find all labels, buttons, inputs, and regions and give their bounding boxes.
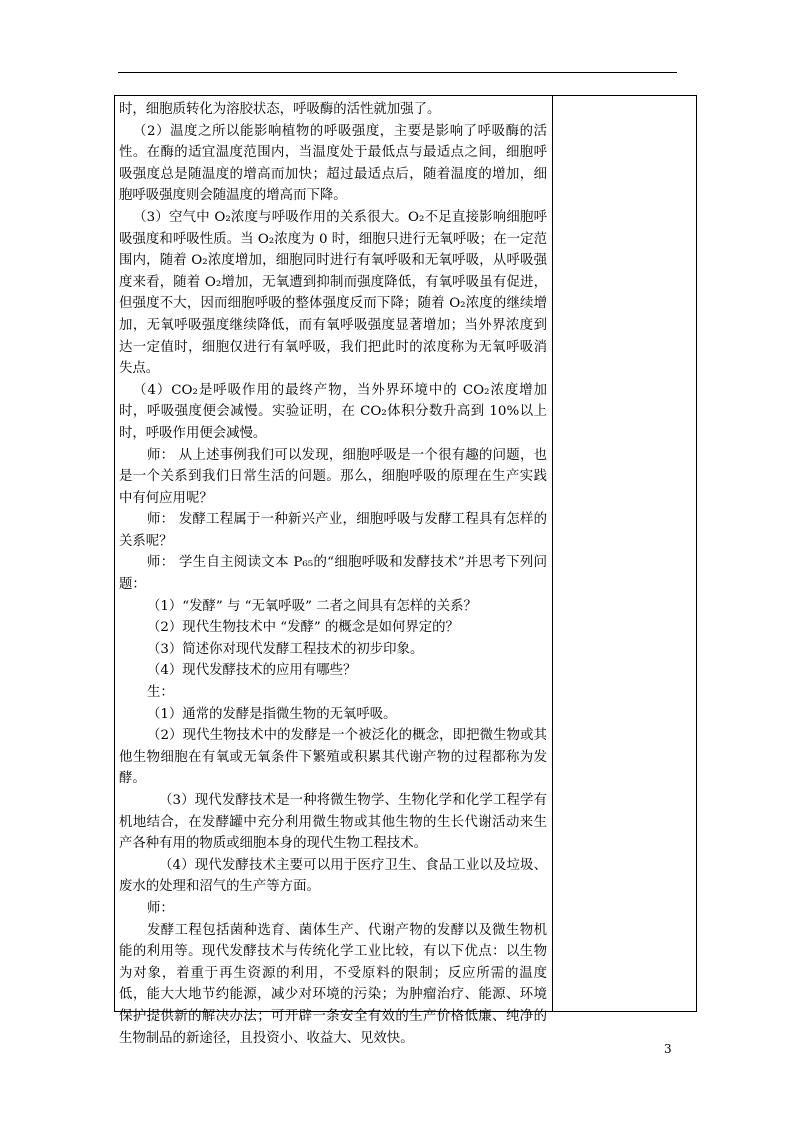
answer-item: （3）现代发酵技术是一种将微生物学、生物化学和化学工程学有机地结合，在发酵罐中充分利用微生物或其他生物的生长代谢活动来生产各种有用的物质或细胞本身的现代生物工程技术。 [119, 793, 547, 852]
speaker-label: 生： [147, 685, 174, 701]
page-number: 3 [664, 1042, 672, 1056]
paragraph: 师： 发酵工程属于一种新兴产业，细胞呼吸与发酵工程具有怎样的关系呢？ [119, 512, 547, 549]
answer-item: （2）现代生物技术中的发酵是一个被泛化的概念，即把微生物或其他生物细胞在有氧或无氧条件下繁殖或积累其代谢产物的过程都称为发酵。 [119, 728, 547, 787]
table-column-divider [552, 95, 553, 1012]
question-item: （1）“发酵” 与 “无氧呼吸” 二者之间具有怎样的关系？ [147, 598, 477, 614]
paragraph: （3）空气中 O₂浓度与呼吸作用的关系很大。O₂不足直接影响细胞呼吸强度和呼吸性质。当 O₂浓度为 0 时，细胞只进行无氧呼吸；在一定范围内，随着 O₂浓度增加，细胞同时进行有氧呼吸和无氧呼吸，从呼吸强度来看，随着 O₂增加，无氧遭到抑制而强度降低，有氧呼吸虽有促进，但强度不大，因而细胞呼吸的整体强度反而下降；随着 O₂浓度的继续增加，无氧呼吸强度继续降低，而有氧呼吸强度显著增加；当外界浓度到达一定值时，细胞仅进行有氧呼吸，我们把此时的浓度称为无氧呼吸消失点。 [119, 209, 547, 377]
paragraph: 师： 从上述事例我们可以发现，细胞呼吸是一个很有趣的问题，也是一个关系到我们日常生活的问题。那么，细胞呼吸的原理在生产实践中有何应用呢？ [119, 447, 547, 506]
header-rule [118, 72, 677, 73]
answer-item: （1）通常的发酵是指微生物的无氧呼吸。 [147, 706, 397, 722]
paragraph: （2）温度之所以能影响植物的呼吸强度，主要是影响了呼吸酶的活性。在酶的适宜温度范围内，当温度处于最低点与最适点之间，细胞呼吸强度总是随温度的增高而加快；超过最适点后，随着温度的增加，细胞呼吸强度则会随温度的增高而下降。 [119, 123, 547, 204]
question-item: （4）现代发酵技术的应用有哪些？ [147, 663, 357, 679]
paragraph: （4）CO₂是呼吸作用的最终产物，当外界环境中的 CO₂浓度增加时，呼吸强度便会减慢。实验证明，在 CO₂体积分数升高到 10%以上时，呼吸作用便会减慢。 [119, 382, 547, 441]
paragraph: 时，细胞质转化为溶胶状态，呼吸酶的活性就加强了。 [119, 102, 441, 117]
answer-item: （4）现代发酵技术主要可以用于医疗卫生、食品工业以及垃圾、废水的处理和沼气的生产等方面。 [119, 857, 547, 895]
paragraph: 师： 学生自主阅读文本 P₆₅的“细胞呼吸和发酵技术”并思考下列问题： [119, 555, 547, 593]
main-text-cell [119, 99, 547, 1049]
question-item: （3）简述你对现代发酵工程技术的初步印象。 [147, 641, 424, 657]
paragraph: 发酵工程包括菌种选育、菌体生产、代谢产物的发酵以及微生物机能的利用等。现代发酵技术与传统化学工业比较，有以下优点：以生物为对象，着重于再生资源的利用，不受原料的限制；反应所需的温度低，能大大地节约能源，减少对环境的污染；为肿瘤治疗、能源、环境保护提供新的解决办法；可开辟一条安全有效的生产价格低廉、纯净的生物制品的新途径，且投资小、收益大、见效快。 [119, 922, 547, 1046]
question-item: （2）现代生物技术中 “发酵” 的概念是如何界定的？ [147, 620, 459, 636]
speaker-label: 师： [147, 900, 174, 916]
